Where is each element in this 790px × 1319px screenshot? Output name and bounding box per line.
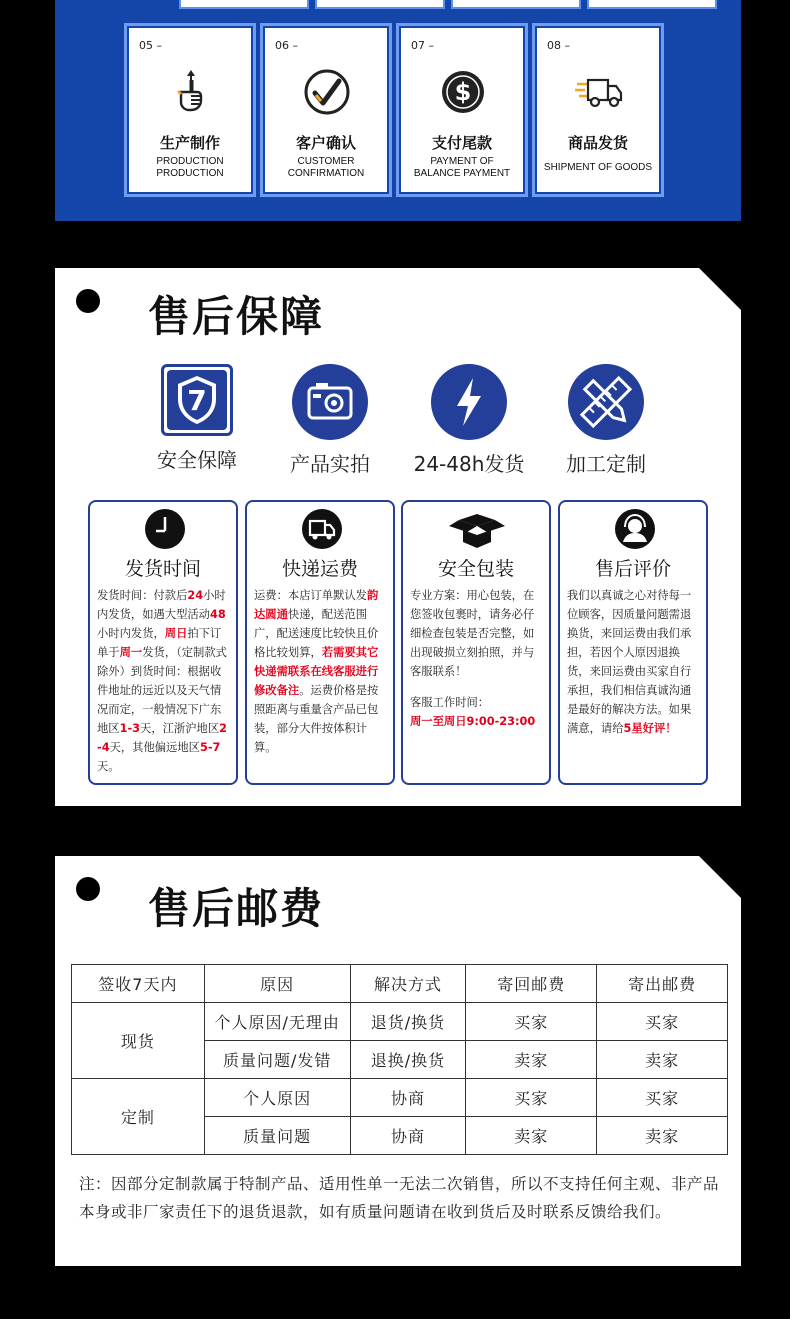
highlight-text: 韵达圆通 xyxy=(254,589,379,621)
badge-label: 24-48h发货 xyxy=(413,452,525,476)
truck-circle-icon xyxy=(301,508,343,550)
box-icon xyxy=(447,508,507,550)
body-text: 拍下订单于 xyxy=(97,627,222,659)
highlight-text: 1-3 xyxy=(119,722,141,735)
svg-text:$: $ xyxy=(454,78,472,106)
row-group-label: 定制 xyxy=(72,1079,205,1155)
card-body xyxy=(410,586,544,731)
bullet-dot xyxy=(76,877,100,901)
table-cell: 个人原因/无理由 xyxy=(204,1003,350,1041)
process-step-payment xyxy=(399,26,525,194)
process-step-shipment xyxy=(535,26,661,194)
camera-icon xyxy=(292,364,368,440)
highlight-text: 24 xyxy=(187,589,204,602)
highlight-text: 5-7 xyxy=(199,741,221,754)
table-cell: 卖家 xyxy=(466,1117,597,1155)
process-band xyxy=(55,0,741,221)
step-title: 支付尾款 xyxy=(431,134,492,152)
table-cell: 质量问题/发错 xyxy=(204,1041,350,1079)
headset-agent-icon xyxy=(614,508,656,550)
checkmark-circle-icon xyxy=(303,68,351,116)
body-text: 运费：本店订单默认发 xyxy=(254,589,367,602)
card-text xyxy=(410,586,544,681)
clock-icon xyxy=(144,508,186,550)
svg-text:7: 7 xyxy=(187,384,207,417)
highlight-text: 若需要其它快递需联系在线客服进行修改备注 xyxy=(254,646,379,697)
bullet-dot xyxy=(76,289,100,313)
step-title: 客户确认 xyxy=(295,134,356,152)
table-cell: 买家 xyxy=(597,1079,728,1117)
body-text: 发货，（定制款式除外）到货时间：根据收件地址的远近以及天气情况而定，一般情况下广东地区 xyxy=(97,646,227,735)
previous-step-card xyxy=(181,0,307,7)
column-header: 签收7天内 xyxy=(72,965,205,1003)
body-text: 天，江浙沪地区 xyxy=(140,722,220,735)
column-header: 原因 xyxy=(204,965,350,1003)
lightning-icon xyxy=(431,364,507,440)
ruler-pencil-icon xyxy=(568,364,644,440)
card-body xyxy=(97,586,231,776)
body-text: 小时内发货， xyxy=(97,627,165,640)
service-hours-value: 周一至周日9:00-23:00 xyxy=(410,715,536,728)
card-title: 快递运费 xyxy=(281,558,358,580)
badge-shipping xyxy=(399,364,539,477)
column-header: 寄回邮费 xyxy=(466,965,597,1003)
body-text: 天，其他偏远地区 xyxy=(109,741,200,754)
row-group-label: 现货 xyxy=(72,1003,205,1079)
highlight-text: 48 xyxy=(209,608,226,621)
postage-table xyxy=(71,964,728,1155)
badge-safety xyxy=(127,364,267,473)
card-title: 发货时间 xyxy=(124,558,201,580)
section-title: 售后保障 xyxy=(148,292,325,341)
table-cell: 协商 xyxy=(350,1079,466,1117)
body-text: 天。 xyxy=(97,760,120,773)
body-text: 专业方案：用心包装，在您签收包裹时，请务必仔细检查包装是否完整，如出现破损立刻拍照，并与客服联系！ xyxy=(410,589,535,678)
badge-label: 产品实拍 xyxy=(290,452,370,476)
table-cell: 退货/换货 xyxy=(350,1003,466,1041)
previous-step-card xyxy=(317,0,443,7)
step-subtitle: SHIPMENT OF GOODS xyxy=(543,162,653,173)
badge-photo xyxy=(260,364,400,477)
service-hours-label: 客服工作时间： xyxy=(410,696,490,709)
after-sales-postage-panel xyxy=(55,856,741,1266)
highlight-text: 2-4 xyxy=(97,722,227,754)
previous-step-card xyxy=(589,0,715,7)
card-title: 安全包装 xyxy=(437,558,514,580)
table-cell: 卖家 xyxy=(597,1117,728,1155)
highlight-text: 5星好评！ xyxy=(623,722,677,735)
card-body xyxy=(567,586,701,738)
delivery-truck-icon xyxy=(575,68,623,116)
badge-label: 安全保障 xyxy=(157,448,237,472)
card-delivery-fee xyxy=(245,500,395,785)
table-cell: 协商 xyxy=(350,1117,466,1155)
table-cell: 买家 xyxy=(466,1079,597,1117)
card-body xyxy=(254,586,388,757)
corner-cut xyxy=(699,268,741,310)
corner-cut xyxy=(699,856,741,898)
dollar-coin-icon xyxy=(439,68,487,116)
section-title: 售后邮费 xyxy=(148,884,325,933)
step-subtitle: PRODUCTION PRODUCTION xyxy=(156,156,224,179)
previous-step-card xyxy=(453,0,579,7)
step-title: 商品发货 xyxy=(567,134,628,152)
card-title: 售后评价 xyxy=(594,558,671,580)
badge-label: 加工定制 xyxy=(566,452,646,476)
table-cell: 买家 xyxy=(466,1003,597,1041)
table-row xyxy=(72,1079,728,1117)
table-row xyxy=(72,1003,728,1041)
step-number: 05 – xyxy=(139,39,162,52)
column-header: 寄出邮费 xyxy=(597,965,728,1003)
body-text: 快递，配送范围广，配送速度比较快且价格比较划算， xyxy=(254,608,379,659)
card-packaging xyxy=(401,500,551,785)
table-cell: 退换/换货 xyxy=(350,1041,466,1079)
highlight-text: 周日 xyxy=(164,627,188,640)
step-subtitle: CUSTOMER CONFIRMATION xyxy=(287,156,365,179)
column-header: 解决方式 xyxy=(350,965,466,1003)
body-text: 。运费价格是按照距离与重量含产品已包装，部分大件按体积计算。 xyxy=(254,684,379,754)
step-number: 07 – xyxy=(411,39,434,52)
highlight-text: 周一 xyxy=(119,646,143,659)
wrench-hand-icon xyxy=(167,68,215,116)
table-cell: 卖家 xyxy=(466,1041,597,1079)
step-title: 生产制作 xyxy=(159,134,220,152)
step-number: 08 – xyxy=(547,39,570,52)
process-step-confirmation xyxy=(263,26,389,194)
postage-note: 注：因部分定制款属于特制产品、适用性单一无法二次销售，所以不支持任何主观、非产品本身或非厂家责任下的退货退款，如有质量问题请在收到货后及时联系反馈给我们。 xyxy=(79,1175,720,1221)
previous-steps-row xyxy=(181,0,713,8)
table-header-row xyxy=(72,965,728,1003)
body-text: 我们以真诚之心对待每一位顾客，因质量问题需退换货，来回运费由我们承担，若因个人原因退换货，来回运费由买家自行承担，我们相信真诚沟通是最好的解决方法。如果满意，请给 xyxy=(567,589,692,735)
card-review xyxy=(558,500,708,785)
step-subtitle: PAYMENT OF BALANCE PAYMENT xyxy=(413,156,511,179)
step-number: 06 – xyxy=(275,39,298,52)
card-shipping-time xyxy=(88,500,238,785)
table-cell: 卖家 xyxy=(597,1041,728,1079)
body-text: 小时内发货，如遇大型活动 xyxy=(97,589,226,621)
after-sales-guarantee-panel xyxy=(55,268,741,806)
table-cell: 个人原因 xyxy=(204,1079,350,1117)
body-text: 发货时间：付款后 xyxy=(97,589,188,602)
badge-custom xyxy=(536,364,676,477)
shield-7-icon xyxy=(161,364,233,436)
table-cell: 买家 xyxy=(597,1003,728,1041)
process-step-production xyxy=(127,26,253,194)
table-cell: 质量问题 xyxy=(204,1117,350,1155)
